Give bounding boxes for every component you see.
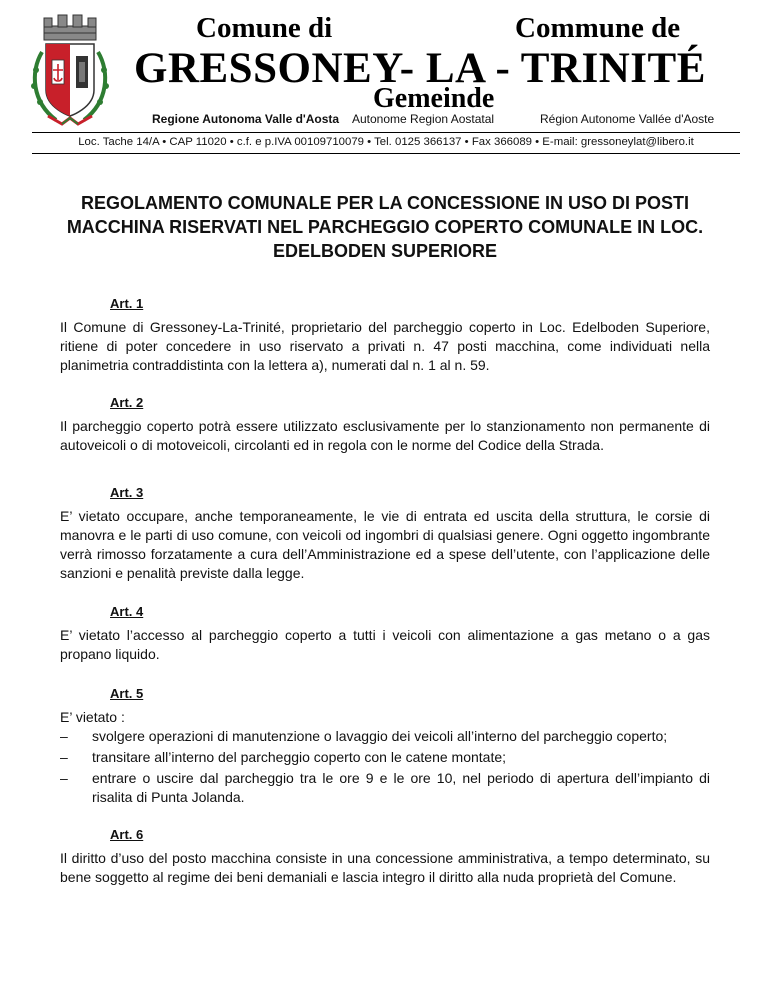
article-4: [60, 603, 710, 664]
article-heading: Art. 3: [110, 485, 144, 500]
header-divider-bottom: [32, 153, 740, 154]
article-6: [60, 826, 710, 887]
municipal-coat-of-arms-icon: [22, 12, 118, 132]
article-text: E’ vietato :: [60, 709, 125, 725]
article-heading: Art. 5: [110, 686, 144, 701]
article-text: E’ vietato l’accesso al parcheggio coperto a tutti i veicoli con alimentazione a gas metano o a gas propano liquido.: [60, 627, 710, 662]
header-municipality-name: GRESSONEY- LA - TRINITÉ: [134, 45, 706, 92]
article-2: [60, 394, 710, 455]
article-text: E’ vietato occupare, anche temporaneamente, le vie di entrata ed uscita della struttura, le corsie di manovra e le parti di uso comune, con veicoli od ingombri di qualsiasi genere. Ogni oggetto ingombrante verrà rimosso forzatamente a cura dell’Amministrazione ed a spese dell’utente, con l’applicazione delle sanzioni e penalità previste dalla legge.: [60, 508, 710, 581]
article-5: [60, 685, 710, 807]
list-item: – transitare all’interno del parcheggio coperto con le catene montate;: [60, 748, 710, 767]
header-comune-di: Comune di: [196, 12, 333, 44]
article-3: [60, 484, 710, 583]
article-heading: Art. 4: [110, 604, 144, 619]
header-regione-de: Autonome Region Aostatal: [352, 112, 495, 126]
header-commune-de: Commune de: [515, 12, 681, 44]
article-heading: Art. 2: [110, 395, 144, 410]
article-heading: Art. 6: [110, 827, 144, 842]
list-item: – entrare o uscire dal parcheggio tra le ore 9 e le ore 10, nel periodo di apertura dell’impianto di risalita di Punta Jolanda.: [60, 769, 710, 807]
header-regione-fr: Région Autonome Vallée d'Aoste: [540, 112, 715, 126]
article-1: [60, 295, 710, 375]
document-title: REGOLAMENTO COMUNALE PER LA CONCESSIONE IN USO DI POSTI MACCHINA RISERVATI NEL PARCHEGGIO COPERTO COMUNALE IN LOC. EDELBODEN SUPERIORE: [66, 193, 704, 261]
document-body: [60, 295, 710, 887]
list-item: – svolgere operazioni di manutenzione o lavaggio dei veicoli all’interno del parcheggio coperto;: [60, 727, 710, 746]
header-address: Loc. Tache 14/A • CAP 11020 • c.f. e p.IVA 00109710079 • Tel. 0125 366137 • Fax 366089 • E-mail: gressoneylat@libero.it: [78, 136, 694, 148]
article-text: Il diritto d’uso del posto macchina consiste in una concessione amministrativa, a tempo determinato, su bene soggetto al regime dei beni demaniali e lascia integro il diritto alla nuda proprietà del Comune.: [60, 850, 710, 885]
header-gemeinde: Gemeinde: [373, 83, 495, 114]
prohibition-list: [60, 727, 710, 807]
article-heading: Art. 1: [110, 296, 144, 311]
article-text: Il parcheggio coperto potrà essere utilizzato esclusivamente per lo stanzionamento non permanente di autoveicoli o di motoveicoli, circolanti ed in regola con le norme del Codice della Strada.: [60, 418, 710, 453]
header-divider-top: [32, 132, 740, 133]
article-text: Il Comune di Gressoney-La-Trinité, proprietario del parcheggio coperto in Loc. Edelboden Superiore, ritiene di poter concedere in uso riservato a privati n. 47 posti macchina, come individuati nella planimetria contraddistinta con la lettera a), numerati dal n. 1 al n. 59.: [60, 319, 710, 373]
header-regione-it: Regione Autonoma Valle d'Aosta: [152, 112, 340, 126]
crown-icon: [44, 15, 96, 40]
